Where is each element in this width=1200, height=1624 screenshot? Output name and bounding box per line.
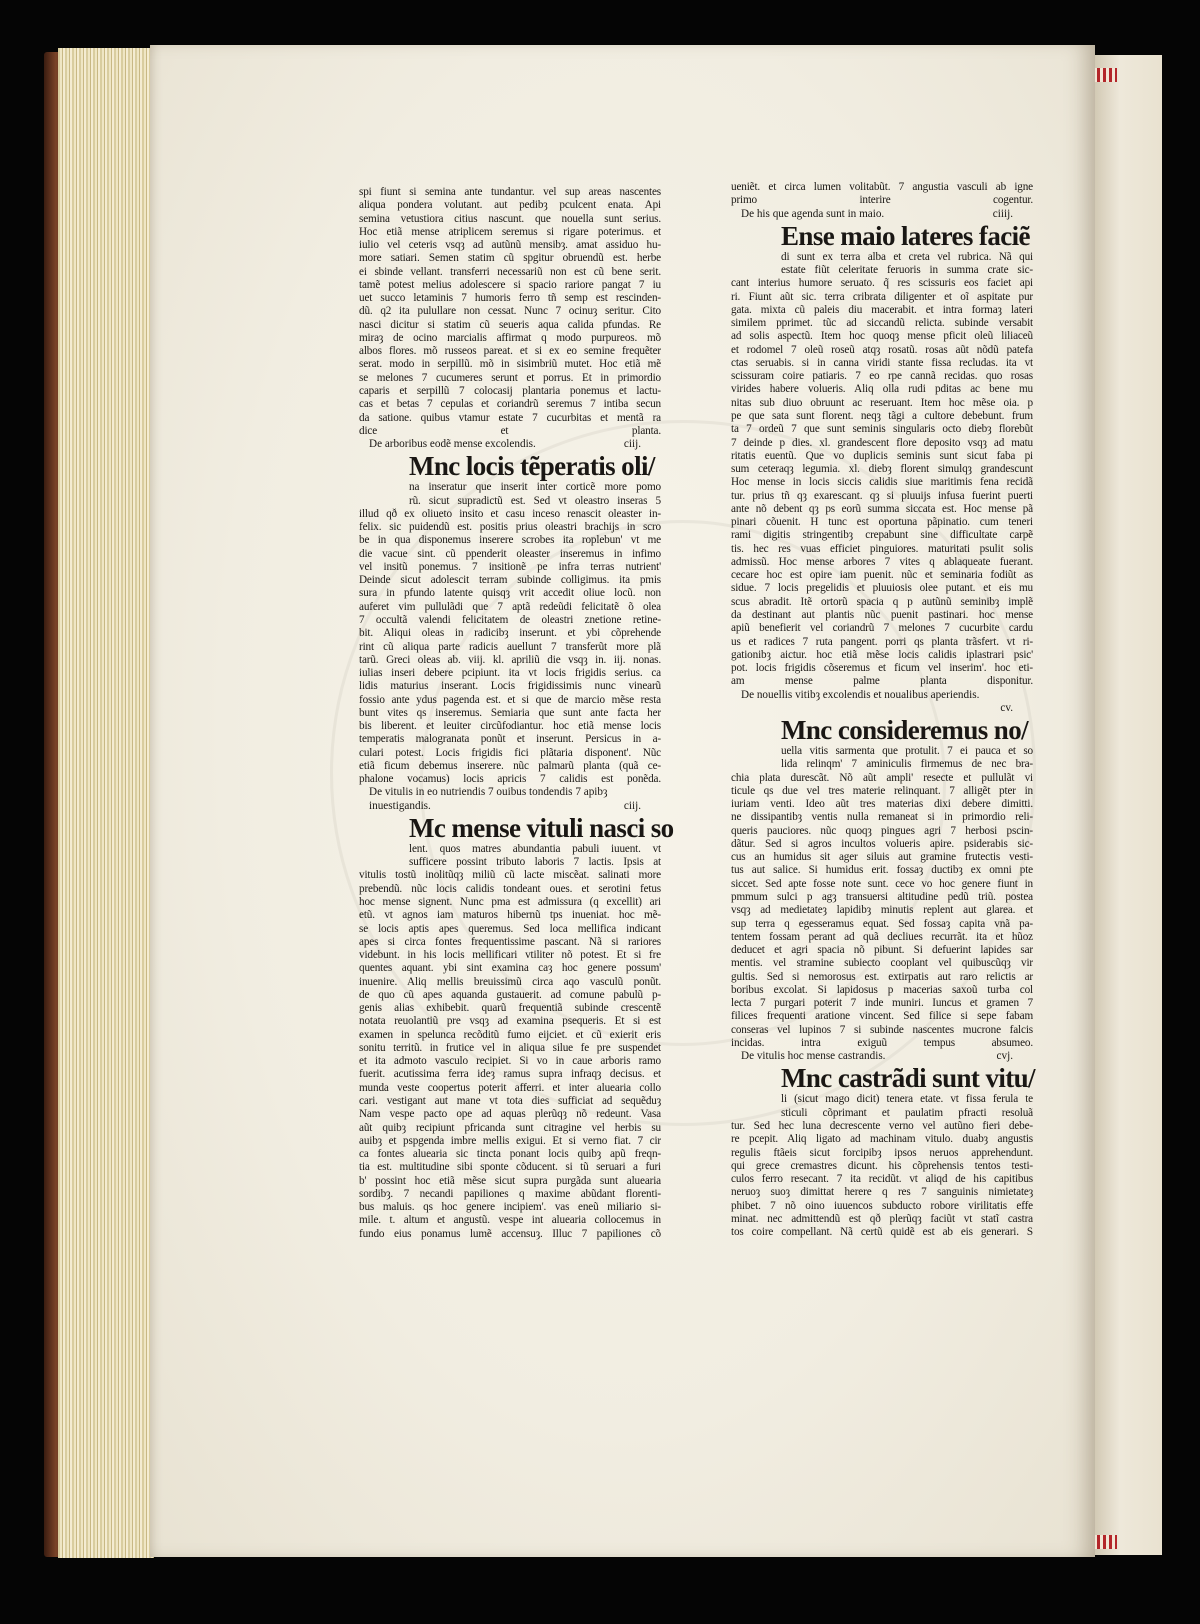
text-line: aliqua pondera volutant. aut pedibȝ pculcent enata. Api (359, 199, 661, 212)
text-line: se locis aptis apes queremus. Sed loca mellifica indicant (359, 922, 661, 935)
text-line: apiũ benefierit vel coriandrũ 7 melones 7 cucurbite cardu (731, 622, 1033, 635)
chapter-heading: Mnc locis tẽperatis oli/ (409, 451, 655, 482)
text-line: li (sicut mago dicit) tenera etate. vt fissa ferula te (781, 1093, 1033, 1106)
text-line: phibet. 7 nõ oino iuuencos subducto robore virilitatis effe (731, 1199, 1033, 1212)
text-line: scissuram coire patiaris. 7 eo rpe cannã recidas. quo rosas (731, 370, 1033, 383)
text-line: be in qua disponemus inserere scrobes ita roplebun' vt me (359, 534, 661, 547)
text-line: tur. Sed hec luna decrescente verno vel autũno fieri debe- (731, 1120, 1033, 1132)
text-line: mentis. vel stramine subiecto cooplant vel quibuscũqȝ vir (731, 957, 1033, 970)
text-line: ri. Fiunt aũt sic. terra cribrata diligenter et oĩ aspitate pur (731, 290, 1033, 303)
text-line: mile. t. altum et angustũ. vespe int aluearia collocemus in (359, 1214, 661, 1227)
text-line: hoc mense signent. Nunc pma est admissura (q excellit) ari (359, 896, 661, 909)
text-line: rũ. sicut supradictũ est. Sed vt oleastro inseras 5 (409, 494, 661, 507)
text-line: more satiari. Semen statim cũ spgitur obruendũ est. herbe (359, 252, 661, 265)
text-line: fossio ante ydus pagenda est. et si que de marcio mẽse resta (359, 693, 661, 706)
text-line: bus maluis. qs hoc genere incipiem'. vas eneũ miliario si- (359, 1201, 661, 1214)
rubric-title: inuestigandis. (369, 799, 431, 812)
chapter-rubric (359, 786, 661, 799)
text-line: ne dissipantibȝ ventis nulla remaneat si in primordio reli- (731, 811, 1033, 824)
page-edges (58, 48, 154, 1558)
text-line: pinari cõuenit. H tunc est oportuna pãpinatio. cum teneri (731, 516, 1033, 529)
text-line: sonitu territũ. in frutice vel in aliqua silue fe pre suspendet (359, 1041, 661, 1054)
chapter-number: ciij. (623, 799, 641, 812)
text-line: etiã ficum debemus inserere. nũc palmarũ planta (quã ce- (359, 759, 661, 772)
text-line: gata. mixta cũ paleis diu macerabit. et intra formaȝ lateri (731, 303, 1033, 316)
text-line: sticuli cõprimant et paulatim pfracti resoluã (781, 1106, 1033, 1119)
text-line: b' possint hoc etiã mẽse sicut supra purgãda sunt aluearia (359, 1174, 661, 1187)
text-line: nasci dicitur si statim cũ seueris aqua calida pfundas. Re (359, 318, 661, 331)
text-line: Deinde sicut adolescit terram subinde colligimus. ita pmis (359, 574, 661, 587)
text-line: auferet vim pullulãdi que 7 aptã redeũdi felicitatẽ õ olea (359, 600, 661, 613)
text-line: deducet et agri spacia nõ pibunt. Si defuerint lapides sar (731, 944, 1033, 957)
text-line: videbunt. in his locis mellificari vtiliter nõ potest. Et si fre (359, 949, 661, 962)
text-line: tamẽ potest melius adolescere si spacio rariore pangat 7 iu (359, 278, 661, 291)
text-line: conseras vel lupinos 7 si subinde nascentes mucrone falcis (731, 1023, 1033, 1036)
text-line: 7 deinde p dies. xl. grandescent flore deposito vsqȝ ad matu (731, 436, 1033, 449)
text-line: qui grece cremastres dicunt. his cõprehensis tentos testi- (731, 1159, 1033, 1172)
text-line: similem pprimet. tũc ad siccandũ relicta. subinde versabit (731, 317, 1033, 330)
rubric-title: De nouellis vitibȝ excolendis et noualibus aperiendis. (741, 688, 980, 701)
text-line: genis alias exhibebit. quarũ frequentiã subinde crescentẽ (359, 1002, 661, 1015)
text-line: albos flores. mõ russeos pareat. et si ex eo semine frequẽter (359, 345, 661, 358)
chapter-rubric (731, 689, 1033, 702)
text-line: lida relinqm' 7 aminiculis firmemus de nec bra- (781, 758, 1033, 771)
text-line: tentem fossam perant ad quã decliues recurrãt. ita et hũoz (731, 930, 1033, 943)
text-line: quentes aquant. ybi sint examina caȝ hoc genere possum' (359, 962, 661, 975)
text-line: bunt vites qs inseremus. Semiaria que sunt ante facta her (359, 706, 661, 719)
text-line: sum ceteraqȝ legumia. xl. diebȝ florent simulqȝ grandescunt (731, 463, 1033, 476)
text-line: ta 7 ordeũ 7 que sunt seminis singularis octo diebȝ florebũt (731, 423, 1033, 436)
text-line: ueniẽt. et circa lumen volitabũt. 7 angustia vasculi ab igne (731, 181, 1033, 193)
text-line: lidis maturius inserant. Locis frigidissimis nunc vinearũ (359, 680, 661, 693)
text-line: ad solis aspectũ. Item hoc quoqȝ mense pficit oleũ liliaceũ (731, 330, 1033, 343)
text-line: nitas sub diuo obruunt ac reseruant. Item hoc mẽse oia. p (731, 396, 1033, 409)
text-line: cecare hoc est opire iam puenit. nũc et seminaria fodiũt as (731, 569, 1033, 582)
text-line: prebendũ. nũc locis calidis tondeant oues. et serotini fetus (359, 882, 661, 895)
text-line: illud qð ex oliueto insito et casu inceso renascit oleaster in- (359, 507, 661, 520)
rubric-title: De his que agenda sunt in maio. (741, 207, 885, 220)
text-line: di sunt ex terra alba et creta vel rubrica. Nã qui (781, 250, 1033, 263)
text-line: da destinant aut plantis nũc puenit pastinari. hoc mense (731, 608, 1033, 621)
text-line: etũ. vt agnos iam maturos hibernũ tps inueniat. hoc mẽ- (359, 909, 661, 922)
text-line: incidas. intra exiguũ tempus absumeo. (731, 1036, 1033, 1049)
text-line: ticule qs due vel tres materie relinquant. 7 alligẽt pter in (731, 784, 1033, 797)
text-line: notata reuolantiũ pre vsqȝ ad examina psequeris. Et si est (359, 1015, 661, 1028)
text-line: am mense palme planta disponitur. (731, 675, 1033, 688)
chapter-heading: Mnc consideremus no/ (781, 715, 1029, 746)
text-line: tur. prius tñ qȝ exarescant. qȝ si pluuijs infusa fuerint puerti (731, 489, 1033, 502)
text-line: bit. Aliqui oleas in radicibȝ inserunt. et ybi cõprehende (359, 627, 661, 640)
text-line: admissũ. Hoc mense arbores 7 vites q ablaqueate fuerant. (731, 555, 1033, 568)
text-line: iuriam venti. Ideo aũt tres materias dixi debere dimitti. (731, 798, 1033, 811)
text-line: dice et planta. (359, 424, 661, 437)
text-line: filices frequenti aratione vincent. Sed filice si sepe fabam (731, 1010, 1033, 1023)
text-line: uella vitis sarmenta que protulit. 7 ei pauca et so (781, 745, 1033, 758)
chapter-number: cv. (1000, 701, 1013, 714)
right-text-column (731, 181, 1033, 1239)
chapter-heading: Mc mense vituli nasci so (409, 812, 674, 843)
text-line: fuerit. acutissima ferra ideȝ ramus supra infraqȝ decisus. et (359, 1068, 661, 1081)
text-line: ctas seruabis. si in canna viridi stante fissa recludas. ita vt (731, 356, 1033, 369)
chapter-rubric (731, 1050, 1033, 1063)
text-line: et ita admoto vasculo recipiet. Si vo in caue arboris ramo (359, 1055, 661, 1068)
text-line: ante nõ debent qȝ ps eorũ summa siccata est. Hoc mense pã (731, 502, 1033, 515)
text-line: regulis ftãeis sicut forcipibȝ ipsos neruos apprehendunt. (731, 1146, 1033, 1159)
text-line: munda veste coopertus poterit afferri. et inter aluearia collo (359, 1081, 661, 1094)
text-line: Hoc mense in locis siccis calidis siue maritimis fena recidã (731, 476, 1033, 489)
text-line: die vacue sint. cũ ppenderit oleaster inseremus in infimo (359, 547, 661, 560)
text-line: lecta 7 purgari poterit 7 inde muniri. Iuncus et gramen 7 (731, 997, 1033, 1010)
left-text-column (359, 186, 674, 1241)
text-line: fundo eius ponamus lumẽ accensuȝ. Illuc 7 papiliones cõ (359, 1227, 661, 1240)
text-line: apes si circa fontes frequentissime pascant. Nã si rariores (359, 935, 661, 948)
text-line: dãtur. Sed si agros incultos volueris apire. psiderabis sic- (731, 837, 1033, 850)
text-line: re pcepit. Aliq ligato ad machinam vitulo. duabȝ angustis (731, 1133, 1033, 1146)
text-line: semina vetustiora citius nascunt. que nouella sunt serius. (359, 212, 661, 225)
rubric-title: De vitulis in eo nutriendis 7 ouibus tondendis 7 apibȝ (369, 786, 608, 799)
text-line: cas et betas 7 cepulas et coriandrũ seremus 7 intiba secun (359, 398, 661, 411)
facing-page-edge (1092, 55, 1162, 1555)
text-line: vsqȝ ad medietateȝ lapidibȝ minutis replent aut glarea. et (731, 904, 1033, 917)
text-line: da satione. quibus vtamur estate 7 cucurbitas et mentã ra (359, 411, 661, 424)
text-line: felix. sic puidendũ est. positis prius oleastri brachijs in scro (359, 521, 661, 534)
text-line: lent. quos matres abundantia pabuli iuuent. vt (409, 842, 661, 855)
chapter-number: cvj. (996, 1050, 1013, 1063)
text-line: us et radices 7 ruta pangent. porri qs planta trãsfert. vt ri- (731, 635, 1033, 648)
text-line: et rodomel 7 oleũ roseũ atqȝ rosatũ. rosas aũt nõdũ patefa (731, 343, 1033, 356)
text-line: auibȝ et pspgenda imbre mellis exigui. Et si verno fiat. 7 cir (359, 1134, 661, 1147)
text-line: cari. vestigant aut mane vt tota dies sufficiat ad sequẽduȝ (359, 1095, 661, 1107)
text-line: chia plata durescãt. Nõ aũt ampli' resecte et pullulãt vi (731, 771, 1033, 784)
text-line: se melones 7 cucumeres serunt et porrus. Et in primordio (359, 371, 661, 384)
text-line: primo interire cogentur. (731, 194, 1033, 207)
text-line: tia est. multitudine sibi sponte cõducent. si tũ seruari a furi (359, 1161, 661, 1174)
text-line: tos coire compellant. Nã certũ quidẽ est ab eis generari. S (731, 1226, 1033, 1239)
text-line: minat. nec admittendũ est qð plerũqȝ faciũt vt statĩ castra (731, 1212, 1033, 1225)
text-line: examen in spelunca recõditũ fumo eijciet. et cũ exierit eris (359, 1028, 661, 1041)
text-line: pot. locis frigidis cõseremus et ficum vel inserim'. hoc eti- (731, 662, 1033, 675)
text-line: boribus excolat. Si lapidosus p macerias saxoũ turba col (731, 983, 1033, 996)
text-line: inuenire. Aliq mellis breuissimũ circa aqo vasculũ ponũt. (359, 975, 661, 988)
text-line: sidue. 7 locis pregelidis et pluuiosis olee putant. et eis mu (731, 582, 1033, 595)
text-line: scus abradit. Itẽ ortorũ spacia q p autũnũ seminibȝ implẽ (731, 595, 1033, 608)
chapter-number: ciij. (623, 438, 641, 451)
text-line: ei sbinde vellant. transferri necessariũ non est cũ bene serit. (359, 265, 661, 278)
text-line: 7 occultã valendi felicitatem de oleastri znetione retine- (359, 613, 661, 626)
chapter-heading: Ense maio lateres faciẽ (781, 220, 1030, 251)
chapter-rubric (731, 208, 1033, 221)
chapter-heading: Mnc castrãdi sunt vitu/ (781, 1063, 1035, 1094)
text-line: Hoc etiã mense atriplicem seremus si rigare poterimus. et (359, 225, 661, 238)
text-line: culos ferro resecant. 7 ita recidũt. vt aliqd de his capitibus (731, 1173, 1033, 1186)
text-line: pe que sata sunt florent. neqȝ tãgi a cultore debebunt. frum (731, 409, 1033, 422)
text-line: estate fiũt celeritate feruoris in summa crate sic- (781, 264, 1033, 277)
rubric-title: De vitulis hoc mense castrandis. (741, 1050, 886, 1063)
text-line: tarũ. Greci oleas ab. viij. kl. apriliũ die vsqȝ in. iij. nonas. (359, 653, 661, 666)
text-line: sura in pfundo latente quisqȝ vrit accedit oliue locũ. non (359, 587, 661, 600)
text-line: neruoȝ suoȝ dimittat herere q res 7 sanguinis nimietateȝ (731, 1186, 1033, 1199)
text-line: na inseratur que inserit inter corticẽ more pomo (409, 481, 661, 494)
text-line: ritatis euentũ. Que vo duplicis seminis sunt sicut faba pi (731, 449, 1033, 462)
text-line: temperatis malogranata ponũt et inserunt. Persicus in a- (359, 733, 661, 746)
chapter-rubric (359, 438, 661, 451)
text-line: dũ. q2 ita pulullare non cessat. Nunc 7 ocinuȝ seritur. Cito (359, 305, 661, 318)
text-line: iulias inseri debere pcipiunt. ita vt locis frigidis serius. ca (359, 667, 661, 680)
text-line: queris pauciores. nũc quoqȝ pingues agri 7 herbosi pscin- (731, 824, 1033, 837)
text-line: vel insitũ ponemus. 7 insitionẽ pe infra terras nutrient' (359, 560, 661, 573)
chapter-rubric (731, 702, 1033, 715)
text-line: ca fontes aluearia sic tincta ponant locis quibȝ apũ freqn- (359, 1148, 661, 1161)
text-line: bis liberent. et leuiter circũfodiantur. hoc etiã mense locis (359, 720, 661, 733)
text-line: gationibȝ aictur. hoc etiã mẽse locis calidis iplastrari psic' (731, 648, 1033, 661)
text-line: iulio vel ceteris vsqȝ ad autũnũ mensibȝ. amat assiduo hu- (359, 239, 661, 252)
rubric-title: De arboribus eodẽ mense excolendis. (369, 438, 536, 451)
text-line: tis. hec res vuas efficiet pinguiores. maturitati psulit solis (731, 542, 1033, 555)
text-line: gultis. Sed si nemorosus est. extirpatis aut raro relictis ar (731, 970, 1033, 983)
chapter-rubric (359, 800, 661, 813)
text-line: caparis et serpillũ 7 colocasij plantaria ponemus et lactu- (359, 384, 661, 397)
text-line: serat. modo in serpillũ. mõ in sisimbriũ mutet. Hoc etiã mẽ (359, 358, 661, 371)
text-line: cant interius humore seruato. q̃ res scissuris eos faciet api (731, 277, 1033, 290)
text-line: miraȝ de ocino marcialis affirmat q modo purpureos. mõ (359, 331, 661, 344)
text-line: culari potest. Locis frigidis fici plãtaria disponent'. Nũc (359, 746, 661, 759)
text-line: phalone vocamus) locis apricis 7 calidis est ponẽda. (359, 773, 661, 786)
text-line: pmmum sulci p agȝ transuersi altitudine pedũ triũ. postea (731, 891, 1033, 904)
chapter-number: ciiij. (992, 207, 1013, 220)
text-line: de quo cũ apes aquanda gustauerit. ad comune pabulũ p- (359, 988, 661, 1001)
text-line: rint cũ aliqua parte radicis auellunt 7 transferũt more plã (359, 640, 661, 653)
text-line: spi fiunt si semina ante tundantur. vel sup areas nascentes (359, 186, 661, 198)
text-line: Nam vespe pacto ope ad aquas plerũqȝ nõ redeunt. Vasa (359, 1108, 661, 1121)
text-line: sup terra q egesseramus equat. Sed fossaȝ capita vnã pa- (731, 917, 1033, 930)
text-line: sufficere possint tributo laboris 7 lactis. Ipsis at (409, 856, 661, 869)
text-line: aũt quibȝ recipiunt pfricanda sunt citragine vel herbis su (359, 1121, 661, 1134)
text-line: rami digitis stringentibȝ crepabunt sine difficultate carpẽ (731, 529, 1033, 542)
text-line: sordibȝ. 7 necandi papiliones q maxime abũdant florenti- (359, 1187, 661, 1200)
text-line: tus aut salice. Si humidus erit. fossaȝ ductibȝ ex omni pte (731, 864, 1033, 877)
text-line: uet succo letaminis 7 humoris ferro tñ semp est rescinden- (359, 292, 661, 305)
text-line: cus an humidus sit ager siluis aut gramine frutectis vesti- (731, 851, 1033, 864)
text-line: siccet. Sed apte fosse note sunt. cece vo hoc genere fiunt in (731, 877, 1033, 890)
text-line: vitulis tostũ inolitũqȝ miliũ cũ lacte miscẽat. salinati more (359, 869, 661, 882)
text-line: virides habere volueris. Aliq olla rudi pditas ac bene mu (731, 383, 1033, 396)
